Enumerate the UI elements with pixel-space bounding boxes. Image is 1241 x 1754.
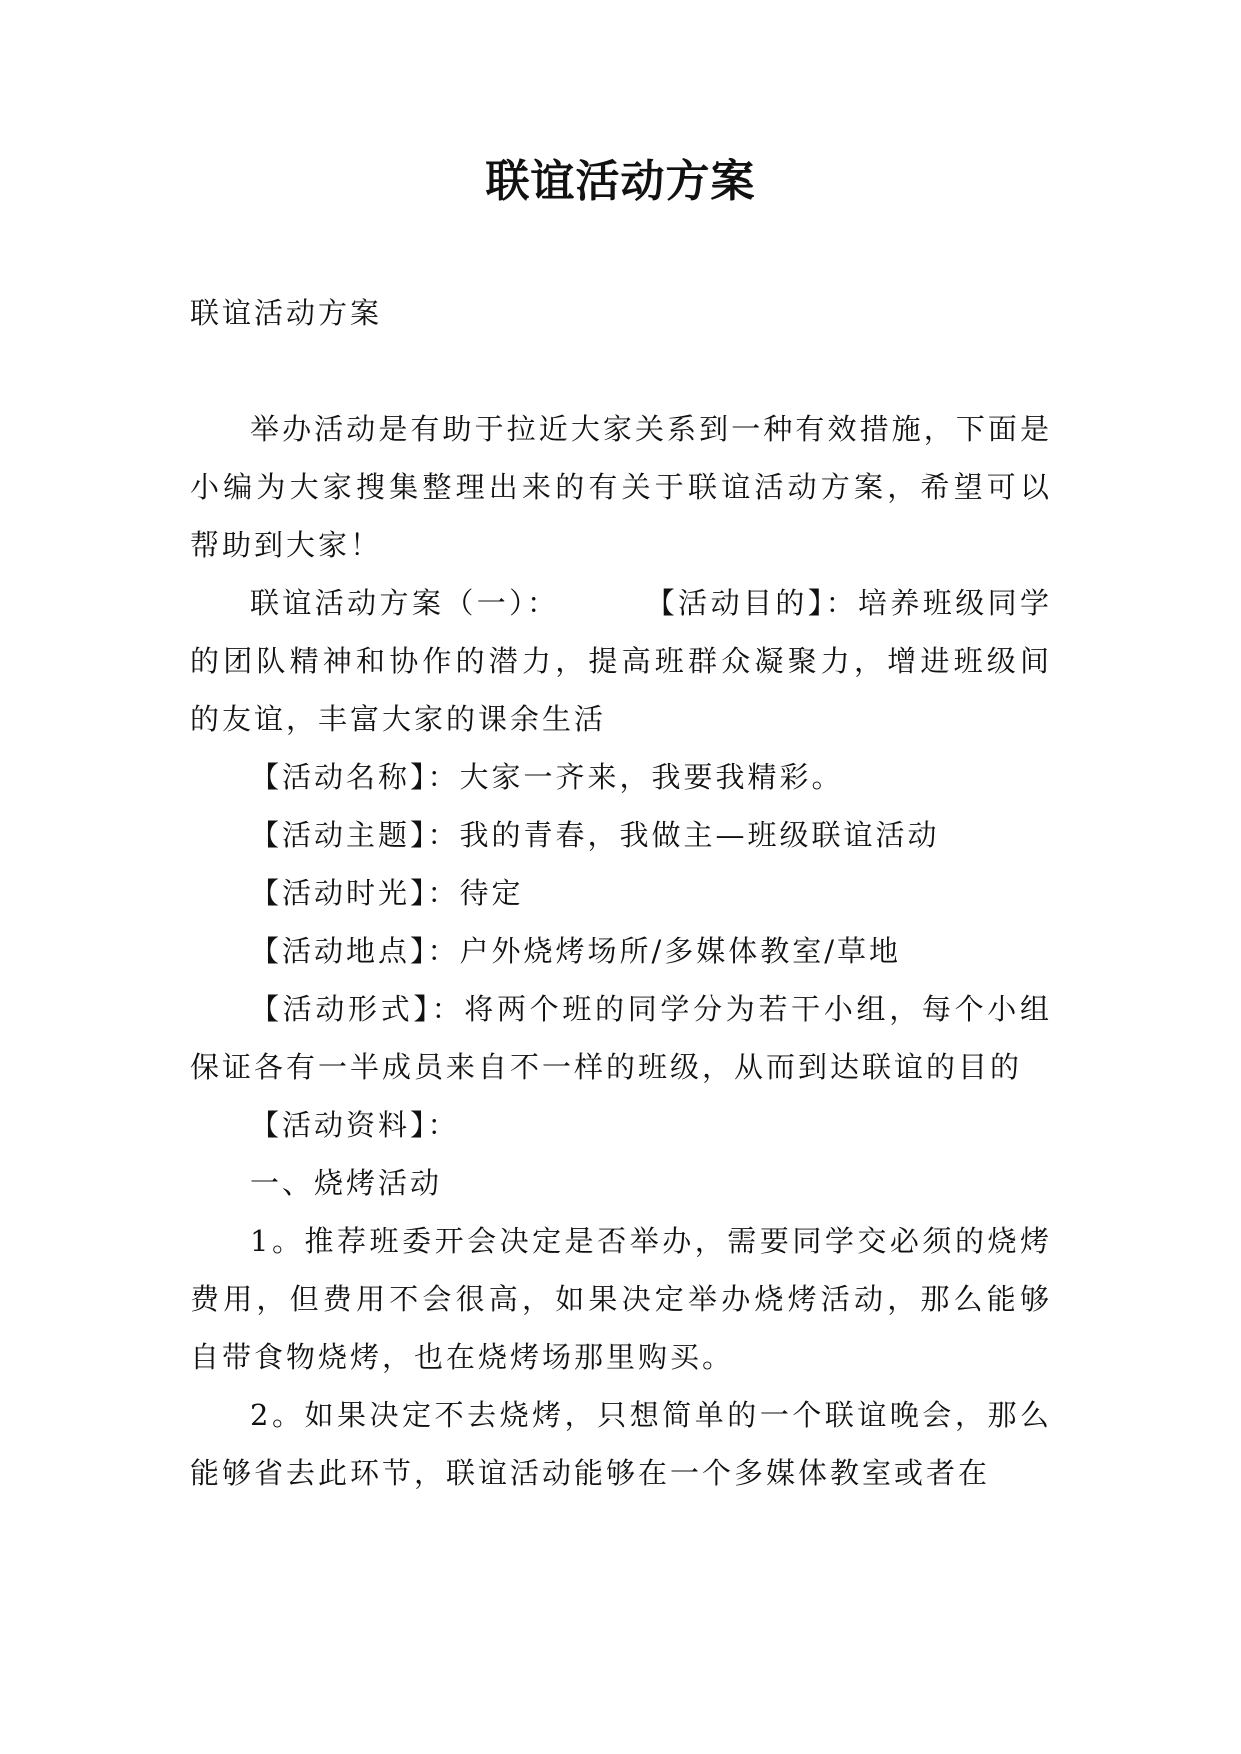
item-location-paragraph <box>190 922 1052 980</box>
item-text: ：待定 <box>427 876 524 910</box>
item-materials-paragraph <box>190 1096 1052 1154</box>
item-text: ： <box>427 1108 460 1142</box>
plan-heading: 联谊活动方案（一）： <box>250 586 560 620</box>
purpose-paragraph <box>190 574 1052 748</box>
step-one-paragraph: 1。推荐班委开会决定是否举办，需要同学交必须的烧烤费用，但费用不会很高，如果决定举办烧烤活动，那么能够自带食物烧烤，也在烧烤场那里购买。 <box>190 1224 1052 1374</box>
item-label: 【活动主题】 <box>250 818 428 852</box>
document-body <box>190 284 1052 1502</box>
purpose-label: 【活动目的】 <box>645 586 826 620</box>
intro-paragraph: 举办活动是有助于拉近大家关系到一种有效措施，下面是小编为大家搜集整理出来的有关于联谊活动方案，希望可以帮助到大家！ <box>190 412 1052 562</box>
item-label: 【活动时光】 <box>250 876 428 910</box>
item-name-paragraph <box>190 748 1052 806</box>
item-text: ：将两个班的同学分为若干小组，每个小组保证各有一半成员来自不一样的班级，从而到达联谊的目的 <box>190 992 1052 1084</box>
item-label: 【活动形式】 <box>250 992 432 1026</box>
purpose-text: ：培养班级同学的团队精神和协作的潜力，提高班群众凝聚力，增进班级间的友谊，丰富大家的课余生活 <box>190 586 1052 736</box>
item-text: ：我的青春，我做主—班级联谊活动 <box>427 818 940 852</box>
section-one-heading: 一、烧烤活动 <box>250 1166 443 1200</box>
item-time-paragraph <box>190 864 1052 922</box>
item-theme-paragraph <box>190 806 1052 864</box>
item-label: 【活动地点】 <box>250 934 428 968</box>
document-subtitle: 联谊活动方案 <box>190 296 383 330</box>
item-text: ：大家一齐来，我要我精彩。 <box>427 760 844 794</box>
document-title: 联谊活动方案 <box>485 156 756 207</box>
item-label: 【活动名称】 <box>250 760 428 794</box>
item-label: 【活动资料】 <box>250 1108 428 1142</box>
step-two-paragraph: 2。如果决定不去烧烤，只想简单的一个联谊晚会，那么能够省去此环节，联谊活动能够在一个多媒体教室或者在 <box>190 1398 1052 1490</box>
item-text: ：户外烧烤场所/多媒体教室/草地 <box>427 934 902 968</box>
item-format-paragraph <box>190 980 1052 1096</box>
